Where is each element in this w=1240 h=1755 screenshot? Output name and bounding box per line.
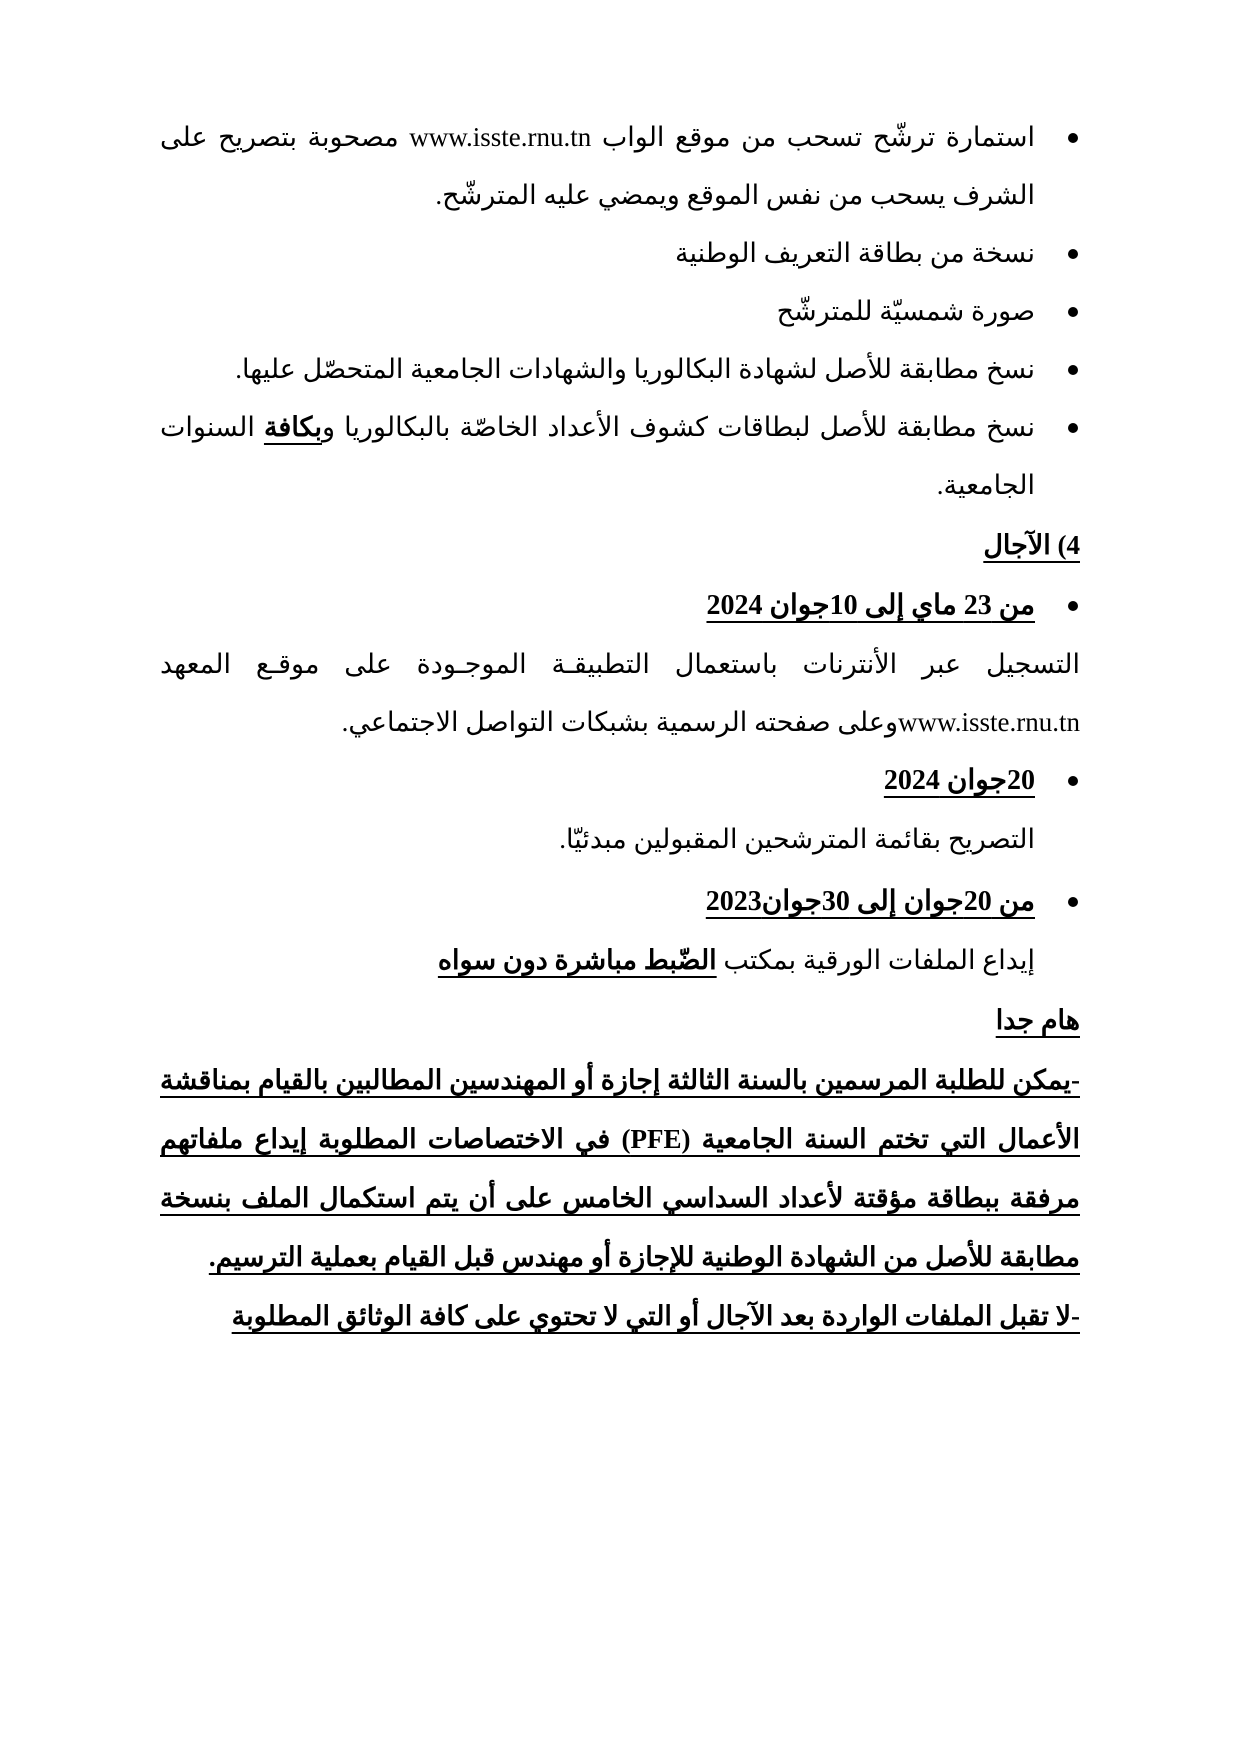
deadline-3-title: من 20جوان إلى 30جوان2023: [160, 872, 1080, 931]
list-item-id-copy: نسخة من بطاقة التعريف الوطنية: [160, 224, 1080, 282]
deadline-2-title: 20جوان 2024: [160, 751, 1080, 810]
website-link[interactable]: www.isste.rnu.tn: [409, 122, 592, 152]
emphasis-all-years: بكافة: [263, 412, 322, 442]
list-item-transcripts: نسخ مطابقة للأصل لبطاقات كشوف الأعداد الخاصّة بالبكالوريا وبكافة السنوات الجامعية.: [160, 398, 1080, 514]
section-heading-deadlines: 4) الآجال: [983, 530, 1080, 560]
deadline-2-text: التصريح بقائمة المترشحين المقبولين مبدئيّا.: [559, 824, 1035, 854]
important-line-4: مطابقة للأصل من الشهادة الوطنية للإجازة أو مهندس قبل القيام بعملية الترسيم.: [208, 1242, 1080, 1272]
list-item-photo: صورة شمسيّة للمترشّح: [160, 282, 1080, 340]
list-item-application-form: استمارة ترشّح تسحب من موقع الواب www.isste.rnu.tn مصحوبة بتصريح على الشرف يسحب من نفس الموقع ويمضي عليه المترشّح.: [160, 108, 1080, 224]
deadlines-list-3: [160, 872, 1080, 931]
document-content: [160, 108, 1080, 1346]
important-line-5: -لا تقبل الملفات الواردة بعد الآجال أو التي لا تحتوي على كافة الوثائق المطلوبة: [231, 1301, 1080, 1331]
deadline-1-title: من 23 ماي إلى 10جوان 2024: [160, 576, 1080, 635]
deadlines-list: [160, 576, 1080, 635]
deadline-1-text-line1: التسجيل عبر الأنترنات باستعمال التطبيقـة الموجـودة على موقـع المعهد: [160, 649, 1080, 679]
important-notes: [160, 1051, 1080, 1346]
deadline-1-text-line2: www.isste.rnu.tnوعلى صفحته الرسمية بشبكات التواصل الاجتماعي.: [341, 707, 1080, 737]
important-line-1: -يمكن للطلبة المرسمين بالسنة الثالثة إجازة أو المهندسين المطالبين بالقيام بمناقشة: [160, 1065, 1080, 1095]
deadlines-list-2: [160, 751, 1080, 810]
deadline-3-emphasis: الضّبط مباشرة دون سواه: [437, 945, 717, 975]
deadline-3-text: إيداع الملفات الورقية بمكتب الضّبط مباشرة دون سواه: [437, 945, 1035, 975]
section-heading-important: هام جدا: [995, 1005, 1080, 1035]
website-link-2[interactable]: www.isste.rnu.tn: [898, 707, 1080, 737]
important-line-2: الأعمال التي تختم السنة الجامعية (PFE) في الاختصاصات المطلوبة إيداع ملفاتهم: [160, 1124, 1080, 1154]
list-item-diploma-copies: نسخ مطابقة للأصل لشهادة البكالوريا والشهادات الجامعية المتحصّل عليها.: [160, 340, 1080, 398]
important-line-3: مرفقة ببطاقة مؤقتة لأعداد السداسي الخامس على أن يتم استكمال الملف بنسخة: [160, 1183, 1080, 1213]
required-documents-list: [160, 108, 1080, 514]
